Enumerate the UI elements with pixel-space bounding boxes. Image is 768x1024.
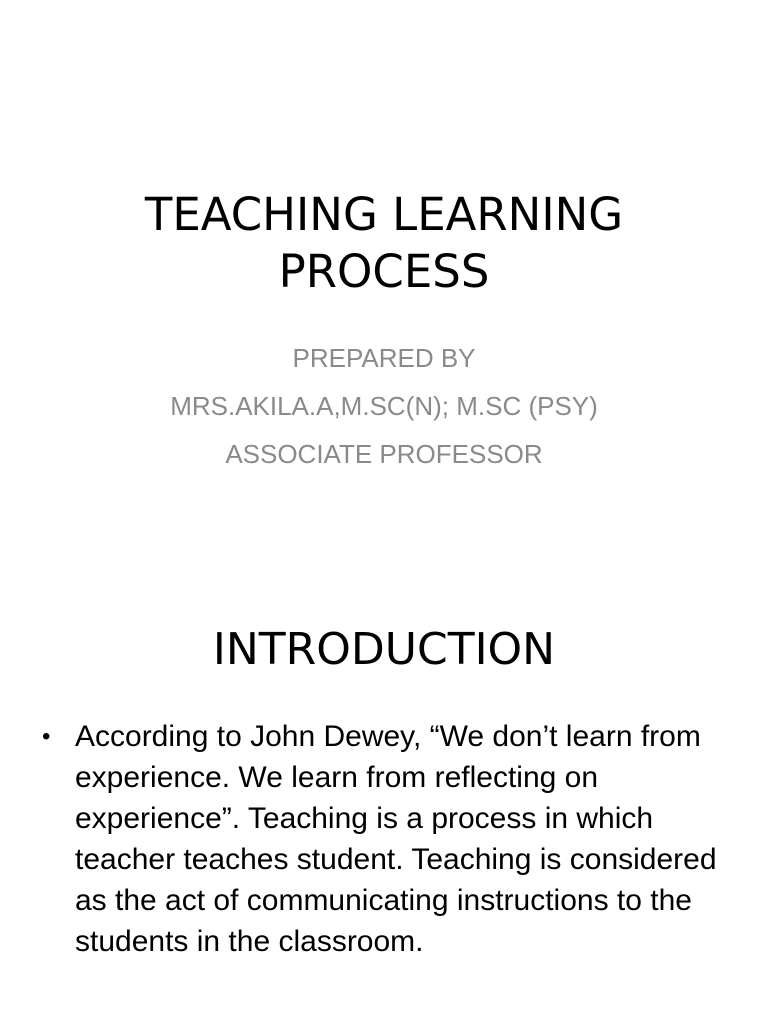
subtitle-prepared-by: PREPARED BY — [292, 343, 476, 373]
section-title: INTRODUCTION — [212, 624, 556, 675]
bullet-text: According to John Dewey, “We don’t learn from experience. We learn from reflecting on experience”. Teaching is a process in which teacher teaches student. Teaching is considered as the act of communicating instructions to the students in the classroom. — [75, 720, 717, 958]
subtitle-designation: ASSOCIATE PROFESSOR — [225, 439, 543, 469]
bullet-icon: • — [42, 723, 51, 750]
slide-title — [60, 186, 708, 300]
slide-title-line-2: PROCESS — [278, 245, 490, 298]
slide-subtitle — [40, 334, 728, 478]
bullet-list — [40, 716, 730, 962]
bullet-item — [40, 716, 730, 962]
subtitle-author: MRS.AKILA.A,M.SC(N); M.SC (PSY) — [170, 391, 598, 421]
slide-title-line-1: TEACHING LEARNING — [144, 188, 624, 241]
